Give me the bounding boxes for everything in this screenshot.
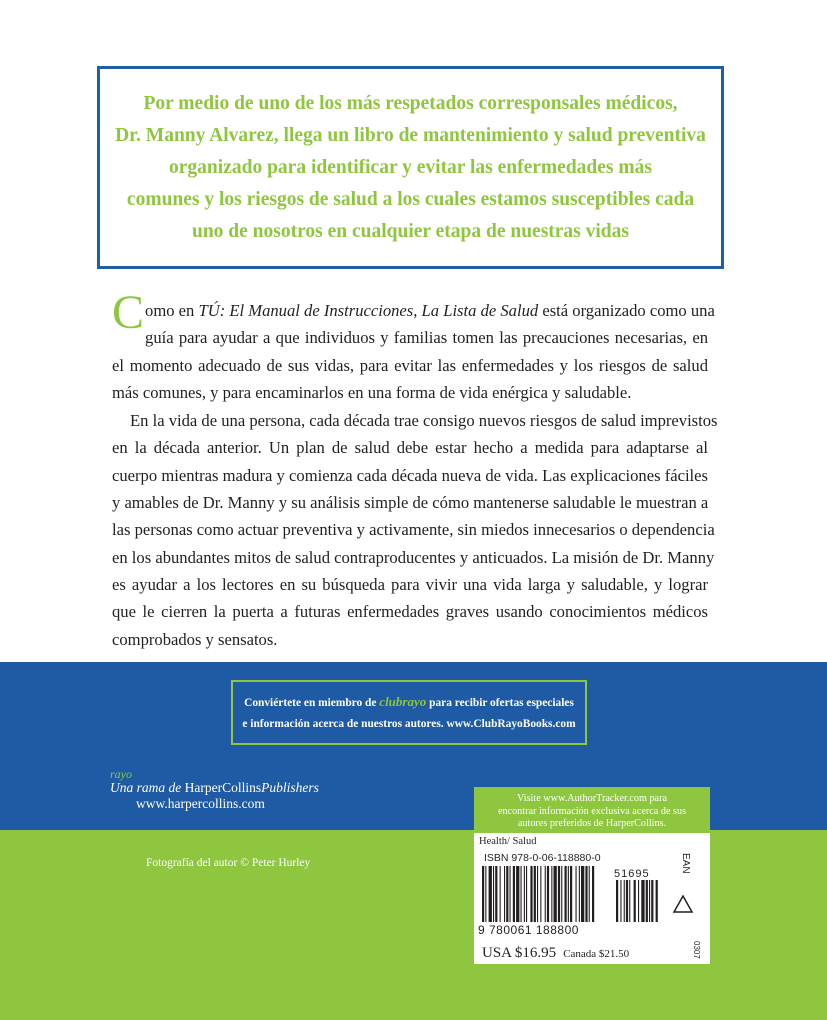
addon-bar [649,880,650,922]
body-line: en la década anterior. Un plan de salud debe estar hecho a medida para adaptarse al [112,438,708,458]
barcode-bar [513,866,515,922]
body-line: guía para ayudar a que individuos y familias tomen las precauciones necesarias, en [145,328,708,348]
publisher-name: HarperCollins [184,780,262,795]
intro-line: comunes y los riesgos de salud a los cuales estamos susceptibles cada [126,188,695,210]
body-line: más comunes, y para encaminarlos en una forma de vida enérgica y saludable. [112,382,632,402]
barcode-bar [592,866,594,922]
body-line: comprobados y sensatos. [112,629,278,649]
barcode-bar [565,866,567,922]
barcode-bar [504,866,505,922]
publisher-suffix: Publishers [261,780,319,795]
club-line: e información acerca de nuestros autores. www.ClubRayoBooks.com [242,717,576,730]
body-line: y amables de Dr. Manny y su análisis simple de cómo mantenerse saludable le muestran a [112,493,709,513]
barcode-bar [547,866,549,922]
barcode-digits: 9 780061 188800 [478,923,579,937]
addon-bar [651,880,653,922]
triangle-icon [672,894,694,914]
body-line: en los abundantes mitos de salud contraproducentes y anticuados. La misión de Dr. Manny [112,547,715,567]
barcode-bar [576,866,577,922]
barcode-bar [534,866,536,922]
barcode-bar [521,866,522,922]
ean-label: EAN [680,853,691,874]
price-usa: USA $16.95 [482,945,557,961]
book-title-italic: TÚ: El Manual de Instrucciones [198,301,414,320]
barcode-bar [530,866,532,922]
club-text: para recibir ofertas especiales [429,696,574,709]
barcode-bar [545,866,546,922]
addon-digits: 51695 [614,868,650,880]
photo-credit: Fotografía del autor © Peter Hurley [146,857,311,869]
barcode-bar [561,866,562,922]
barcode-bar [526,866,527,922]
price-line [482,944,629,962]
addon-bar [634,880,636,922]
barcode-bar [570,866,572,922]
club-rayo-box [231,680,587,745]
barcode-bar [551,866,552,922]
body-line: es ayudar a los lectores en su búsqueda para vivir una vida larga y saludable, y lograr [112,574,708,594]
rayo-logo: rayo [110,767,132,781]
barcode-bar [537,866,538,922]
addon-bar [616,880,618,922]
paragraph-2 [112,407,718,653]
category-label: Health/ Salud [479,836,537,847]
body-text-fragment: está organizado como una [538,301,715,320]
publisher-line [110,780,319,796]
barcode-bar [540,866,541,922]
author-tracker-box [474,787,710,833]
isbn-text: ISBN 978-0-06-118880-0 [484,852,601,864]
addon-bar [620,880,621,922]
addon-bar [646,880,648,922]
publisher-text: Una rama de [110,780,182,795]
barcode-bar [482,866,484,922]
tracker-line: autores preferidos de HarperCollins. [517,818,667,829]
barcode-bar [516,866,519,922]
description-text [112,286,718,653]
intro-line: uno de nosotros en cualquier etapa de nuestras vidas [191,220,629,242]
club-text: Conviértete en miembro de [244,696,377,709]
barcode-panel [474,787,710,964]
barcode-bar [558,866,560,922]
tracker-line: encontrar información exclusiva acerca de sus [497,805,687,817]
body-line: En la vida de una persona, cada década trae consigo nuevos riesgos de salud imprevistos [130,411,718,431]
drop-cap: C [112,286,145,339]
barcode-bar [581,866,584,922]
body-line: el momento adecuado de sus vidas, para evitar las enfermedades y los riesgos de salud [112,355,708,375]
barcode-bar [554,866,557,922]
price-canada: Canada $21.50 [563,948,630,960]
barcode-bar [493,866,494,922]
barcode-bar [589,866,590,922]
barcode-bar [489,866,492,922]
barcode-bar [524,866,525,922]
body-text-fragment: omo en [145,301,199,320]
intro-quote-box [97,66,724,269]
addon-bar [626,880,628,922]
publisher-block [110,768,319,812]
body-line: las personas como actuar preventiva y activamente, sin miedos innecesarios o dependencia [112,520,715,540]
addon-bar [629,880,630,922]
addon-bar [638,880,639,922]
barcode-bar [510,866,511,922]
barcode-bar [568,866,569,922]
addon-bar [656,880,658,922]
clubrayo-logo: clubrayo [379,693,427,709]
barcode-bar [500,866,501,922]
price-code: 0307 [692,941,701,959]
body-line: que le cierren la puerta a futuras enfermedades graves usando conocimientos médicos [112,602,708,622]
book-title-italic: La Lista de Salud [421,301,539,320]
barcode-bar [506,866,508,922]
barcode-bar [495,866,497,922]
addon-bar [624,880,625,922]
intro-line: Dr. Manny Alvarez, llega un libro de mantenimiento y salud preventiva [115,124,706,146]
intro-line: organizado para identificar y evitar las enfermedades más [169,156,652,178]
intro-line: Por medio de uno de los más respetados corresponsales médicos, [143,92,678,114]
publisher-url: www.harpercollins.com [136,796,265,811]
club-line [244,691,574,714]
body-line [112,297,715,324]
body-line: cuerpo mientras madura y comienza cada década nueva de vida. Las explicaciones fáciles [112,465,708,485]
body-text-fragment: , [413,301,422,320]
tracker-line: Visite www.AuthorTracker.com para [517,793,667,804]
barcode-bar [585,866,587,922]
addon-bar [641,880,644,922]
barcode-bar [579,866,580,922]
barcode-bar [485,866,486,922]
